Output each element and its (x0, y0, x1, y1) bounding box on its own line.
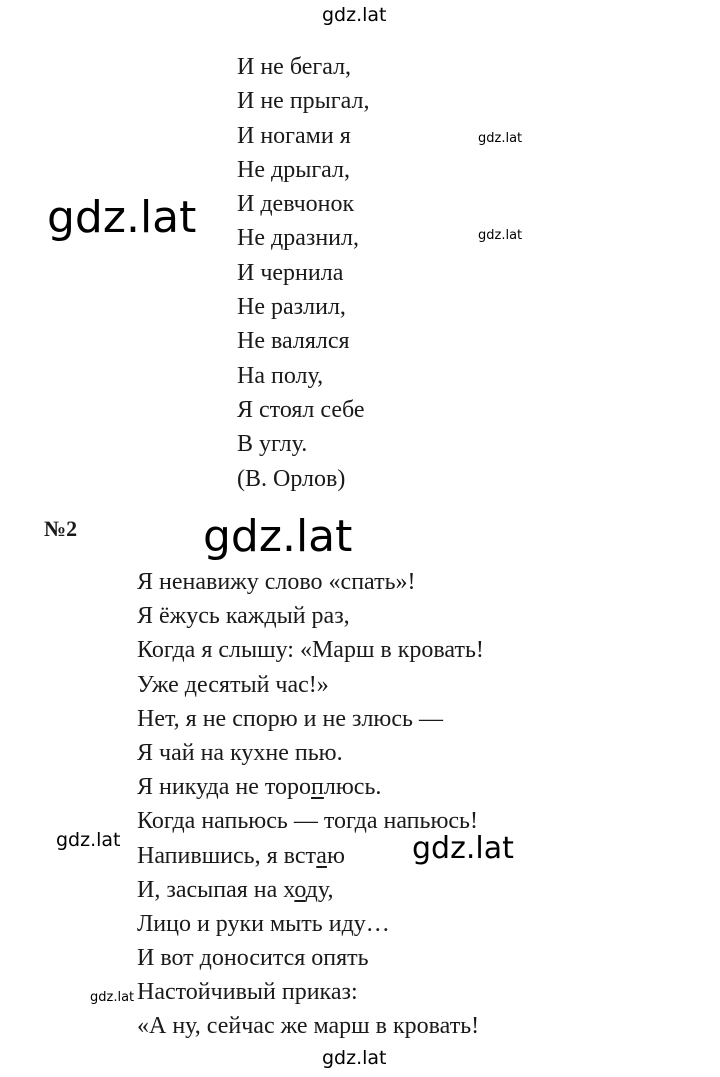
poem-line: Не дрыгал, (237, 156, 351, 183)
poem-2 (137, 565, 484, 1044)
watermark-big-right: gdz.lat (410, 834, 518, 868)
watermark-mid-left: gdz.lat (56, 829, 121, 851)
poem-line-underlined: Напившись, я встаю (137, 842, 345, 869)
poem-author: (В. Орлов) (237, 465, 346, 492)
poem-line: В углу. (237, 431, 308, 458)
watermark-small-right-1: gdz.lat (478, 131, 523, 146)
watermark-small-left: gdz.lat (90, 990, 135, 1005)
poem-line: И не бегал, (237, 54, 352, 80)
poem-line-underlined: Я никуда не тороплюсь. (137, 774, 382, 801)
poem-line: Когда я слышу: «Марш в кровать! (137, 637, 484, 664)
poem-line: Я ёжусь каждый раз, (137, 603, 350, 630)
poem-line: Лицо и руки мыть иду… (137, 910, 390, 937)
poem-line-underlined: И, засыпая на ходу, (137, 876, 334, 903)
watermark-big-center: gdz.lat (203, 511, 353, 562)
poem-line: Не дразнил, (237, 225, 359, 252)
poem-line: Уже десятый час!» (137, 671, 329, 698)
poem-line: И ногами я (237, 122, 351, 149)
poem-line: На полу, (237, 362, 324, 389)
poem-line: Я ненавижу слово «спать»! (137, 569, 416, 595)
poem-line: Когда напьюсь — тогда напьюсь! (137, 808, 478, 835)
watermark-small-right-2: gdz.lat (478, 228, 523, 243)
poem-line: Я чай на кухне пью. (137, 739, 343, 766)
poem-line: «А ну, сейчас же марш в кровать! (137, 1013, 480, 1040)
watermark-bottom: gdz.lat (322, 1047, 387, 1069)
poem-line: И чернила (237, 259, 344, 286)
stress-mark: п (311, 774, 324, 801)
poem-line: Настойчивый приказ: (137, 979, 358, 1006)
stress-mark: а (316, 842, 327, 869)
poem-line: Нет, я не спорю и не злюсь — (137, 705, 443, 732)
poem-1 (237, 50, 369, 496)
poem-line: Не разлил, (237, 294, 346, 321)
task-number: №2 (44, 516, 78, 541)
poem-line: И вот доносится опять (137, 945, 369, 972)
poem-line: И не прыгал, (237, 88, 370, 115)
stress-mark: о (294, 876, 306, 903)
poem-line: И девчонок (237, 191, 355, 218)
watermark-big-left: gdz.lat (47, 192, 197, 243)
watermark-top: gdz.lat (322, 4, 387, 26)
poem-line: Не валялся (237, 328, 350, 355)
poem-line: Я стоял себе (237, 396, 365, 423)
